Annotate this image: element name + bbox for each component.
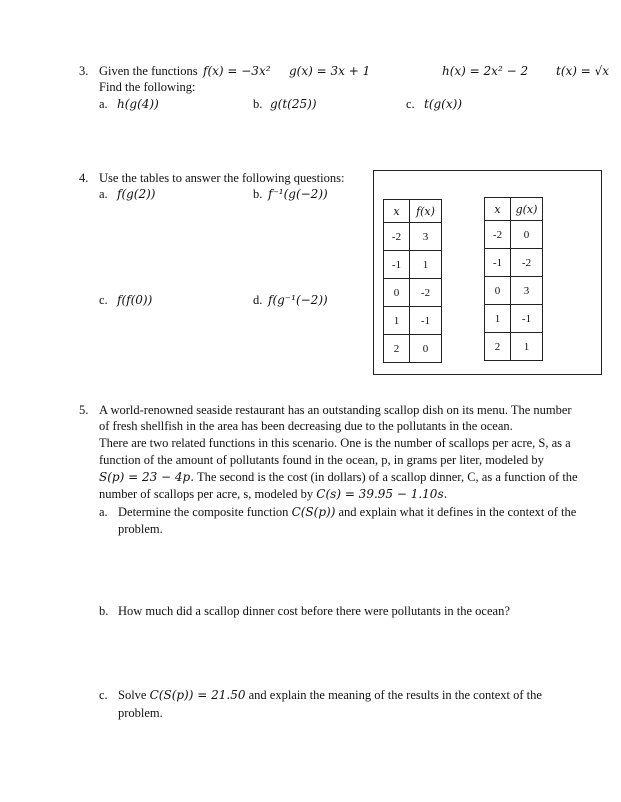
table-g-cell: -2: [485, 221, 511, 249]
table-f-cell: -1: [410, 307, 442, 335]
q5-part-a-math: C(S(p)): [291, 505, 336, 519]
q4-item-d-letter: d.: [253, 293, 263, 307]
q5-part-c-post: and explain the meaning of the results in the context of the: [245, 688, 542, 702]
q3-item-a-expr: h(g(4)): [117, 97, 159, 111]
q5-line-4: function of the amount of pollutants found in the ocean, p, in grams per liter, modeled by: [99, 453, 544, 467]
q5-part-c-pre: Solve: [118, 688, 150, 702]
q4-item-d-expr: f(g⁻¹(−2)): [268, 293, 328, 307]
table-f-cell: -1: [384, 251, 410, 279]
q5-part-c-line-2: problem.: [118, 706, 163, 720]
table-g: [484, 197, 543, 361]
table-g-cell: 3: [511, 277, 543, 305]
q5-number: 5.: [79, 403, 89, 417]
table-row: [485, 333, 543, 361]
table-row: [384, 335, 442, 363]
q5-part-c: [118, 688, 542, 703]
q3-item-c-letter: c.: [406, 97, 415, 111]
q3-function-g: g(x) = 3x + 1: [289, 64, 371, 78]
q5-line-5: [99, 470, 578, 485]
q5-part-b: How much did a scallop dinner cost before there were pollutants in the ocean?: [118, 604, 510, 618]
table-g-cell: 1: [485, 305, 511, 333]
q4-number: 4.: [79, 171, 89, 185]
table-g-header-x: x: [485, 198, 511, 221]
q5-model-c: C(s) = 39.95 − 1.10s.: [316, 487, 448, 501]
q3-function-t: t(x) = √x: [556, 64, 610, 78]
table-row: [485, 221, 543, 249]
q5-part-a-post: and explain what it defines in the context of the: [335, 505, 577, 519]
table-g-cell: 0: [485, 277, 511, 305]
table-row: [485, 277, 543, 305]
q4-item-c-letter: c.: [99, 293, 108, 307]
q4-item-b-letter: b.: [253, 187, 263, 201]
table-row: [384, 251, 442, 279]
q5-part-a-letter: a.: [99, 505, 108, 519]
table-g-cell: -1: [511, 305, 543, 333]
q5-part-a: [118, 505, 576, 520]
q3-item-b-letter: b.: [253, 97, 263, 111]
q3-item-c-expr: t(g(x)): [424, 97, 462, 111]
table-f-cell: 1: [410, 251, 442, 279]
table-f-cell: 3: [410, 223, 442, 251]
q5-line-3: There are two related functions in this scenario. One is the number of scallops per acre, S, as a: [99, 436, 571, 450]
table-g-cell: 1: [511, 333, 543, 361]
q5-line-5-text: The second is the cost (in dollars) of a scallop dinner, C, as a function of the: [194, 470, 578, 484]
q5-model-s: S(p) = 23 − 4p.: [99, 470, 195, 484]
table-g-cell: 2: [485, 333, 511, 361]
table-f: [383, 199, 442, 363]
q3-find-label: Find the following:: [99, 80, 196, 94]
q5-part-c-letter: c.: [99, 688, 108, 702]
q3-function-h: h(x) = 2x² − 2: [442, 64, 529, 78]
q3-item-b-expr: g(t(25)): [270, 97, 317, 111]
q5-line-6: [99, 487, 447, 502]
tables-frame: [373, 170, 602, 375]
table-row: [485, 249, 543, 277]
table-row: [384, 279, 442, 307]
table-g-cell: -1: [485, 249, 511, 277]
table-row: [485, 305, 543, 333]
table-f-cell: 1: [384, 307, 410, 335]
q4-item-a-letter: a.: [99, 187, 108, 201]
q5-line-6-text: number of scallops per acre, s, modeled by: [99, 487, 317, 501]
q5-part-b-letter: b.: [99, 604, 109, 618]
q3-item-a-letter: a.: [99, 97, 108, 111]
q3-function-f: f(x) = −3x²: [203, 64, 271, 78]
table-g-cell: -2: [511, 249, 543, 277]
table-g-header-gx: g(x): [511, 198, 543, 221]
table-f-header-x: x: [384, 200, 410, 223]
q5-part-a-pre: Determine the composite function: [118, 505, 292, 519]
q4-intro: Use the tables to answer the following questions:: [99, 171, 345, 185]
table-f-header-fx: f(x): [410, 200, 442, 223]
table-f-cell: 0: [384, 279, 410, 307]
q5-part-c-math: C(S(p)) = 21.50: [149, 688, 246, 702]
q4-item-b-expr: f⁻¹(g(−2)): [268, 187, 328, 201]
table-f-cell: 2: [384, 335, 410, 363]
q5-line-1: A world-renowned seaside restaurant has an outstanding scallop dish on its menu. The number: [99, 403, 572, 417]
q3-intro: Given the functions: [99, 64, 198, 78]
q5-line-2: of fresh shellfish in the area has been decreasing due to the pollutants in the ocean.: [99, 419, 513, 433]
table-f-cell: 0: [410, 335, 442, 363]
q3-number: 3.: [79, 64, 89, 78]
q4-item-c-expr: f(f(0)): [117, 293, 153, 307]
table-row: [384, 307, 442, 335]
q5-part-a-line-2: problem.: [118, 522, 163, 536]
table-g-cell: 0: [511, 221, 543, 249]
table-f-cell: -2: [384, 223, 410, 251]
q4-item-a-expr: f(g(2)): [117, 187, 156, 201]
table-f-cell: -2: [410, 279, 442, 307]
table-row: [384, 223, 442, 251]
